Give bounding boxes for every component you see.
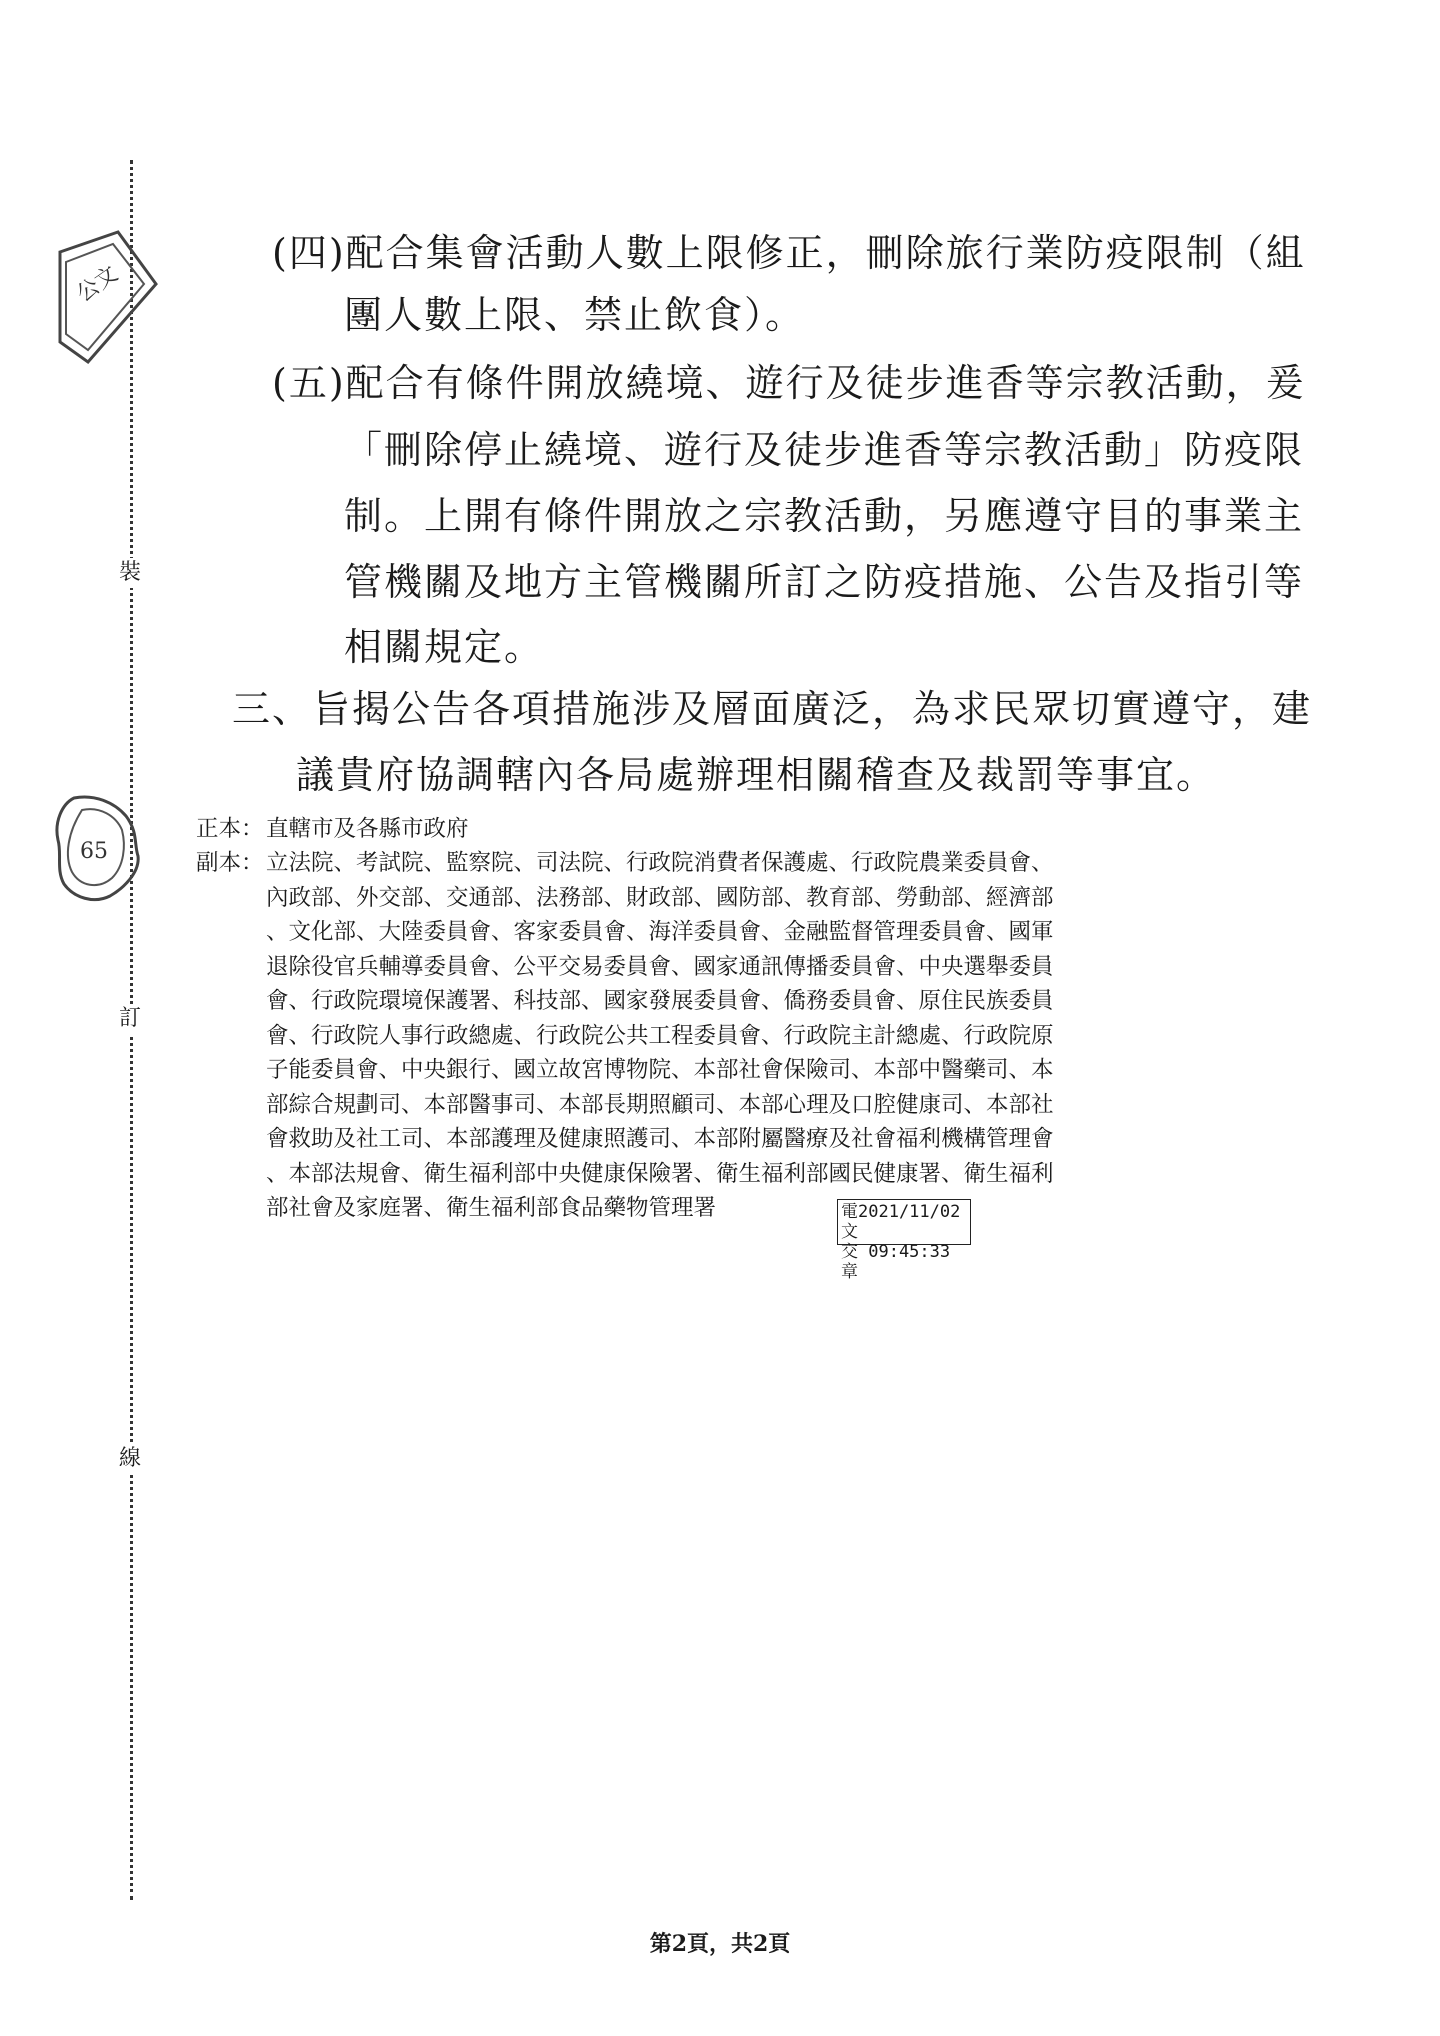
copy-recipient-line: 部社會及家庭署、衛生福利部食品藥物管理署 bbox=[266, 1195, 717, 1221]
copy-recipient-line: 、文化部、大陸委員會、客家委員會、海洋委員會、金融監督管理委員會、國軍 bbox=[266, 919, 1054, 945]
copy-recipient-line: 會、行政院人事行政總處、行政院公共工程委員會、行政院主計總處、行政院原 bbox=[266, 1023, 1054, 1049]
seal-number: 65 bbox=[80, 839, 108, 864]
item-five-line-3: 制。上開有條件開放之宗教活動，另應遵守目的事業主 bbox=[344, 494, 1305, 538]
copy-recipient-line: 退除役官兵輔導委員會、公平交易委員會、國家通訊傳播委員會、中央選舉委員 bbox=[266, 954, 1054, 980]
copy-recipient-line: 立法院、考試院、監察院、司法院、行政院消費者保護處、行政院農業委員會、 bbox=[266, 850, 1054, 876]
seal-lettering: 公文 bbox=[72, 261, 123, 308]
item-four-line-2: 團人數上限、禁止飲食）。 bbox=[344, 293, 806, 337]
exchange-timestamp-stamp bbox=[837, 1199, 971, 1282]
item-five-line-1: (五)配合有條件開放繞境、遊行及徒步進香等宗教活動，爰 bbox=[272, 361, 1306, 405]
item-five-line-5: 相關規定。 bbox=[344, 625, 545, 669]
binding-mark-xian: 線 bbox=[112, 1444, 148, 1474]
item-five-line-2: 「刪除停止繞境、遊行及徒步進香等宗教活動」防疫限 bbox=[344, 428, 1305, 472]
item-five-line-4: 管機關及地方主管機關所訂之防疫措施、公告及指引等 bbox=[344, 560, 1305, 604]
item-three-line-2: 議貴府協調轄內各局處辦理相關稽查及裁罰等事宜。 bbox=[296, 753, 1217, 797]
item-three-line-1: 三、旨揭公告各項措施涉及層面廣泛，為求民眾切實遵守，建 bbox=[232, 687, 1313, 731]
original-recipient-label: 正本： bbox=[196, 816, 264, 842]
official-seal-partial bbox=[58, 222, 158, 372]
page-number: 第2頁，共2頁 bbox=[649, 1931, 791, 1957]
stamp-line-1: 電2021/11/02文 bbox=[841, 1202, 961, 1242]
copy-recipient-label: 副本： bbox=[196, 850, 264, 876]
copy-recipient-line: 內政部、外交部、交通部、法務部、財政部、國防部、教育部、勞動部、經濟部 bbox=[266, 885, 1054, 911]
copy-recipient-line: 會、行政院環境保護署、科技部、國家發展委員會、僑務委員會、原住民族委員 bbox=[266, 988, 1054, 1014]
item-four-line-1: (四)配合集會活動人數上限修正，刪除旅行業防疫限制（組 bbox=[272, 231, 1306, 275]
copy-recipient-line: 子能委員會、中央銀行、國立故宮博物院、本部社會保險司、本部中醫藥司、本 bbox=[266, 1057, 1054, 1083]
original-recipient: 直轄市及各縣市政府 bbox=[266, 816, 469, 842]
copy-recipient-line: 會救助及社工司、本部護理及健康照護司、本部附屬醫療及社會福利機構管理會 bbox=[266, 1126, 1054, 1152]
page-number-seal bbox=[54, 792, 140, 904]
stamp-line-2: 交 09:45:33章 bbox=[841, 1242, 951, 1282]
binding-mark-ding: 訂 bbox=[112, 1004, 148, 1034]
copy-recipient-line: 部綜合規劃司、本部醫事司、本部長期照顧司、本部心理及口腔健康司、本部社 bbox=[266, 1092, 1054, 1118]
binding-mark-zhuang: 裝 bbox=[112, 558, 148, 588]
copy-recipient-line: 、本部法規會、衛生福利部中央健康保險署、衛生福利部國民健康署、衛生福利 bbox=[266, 1161, 1054, 1187]
